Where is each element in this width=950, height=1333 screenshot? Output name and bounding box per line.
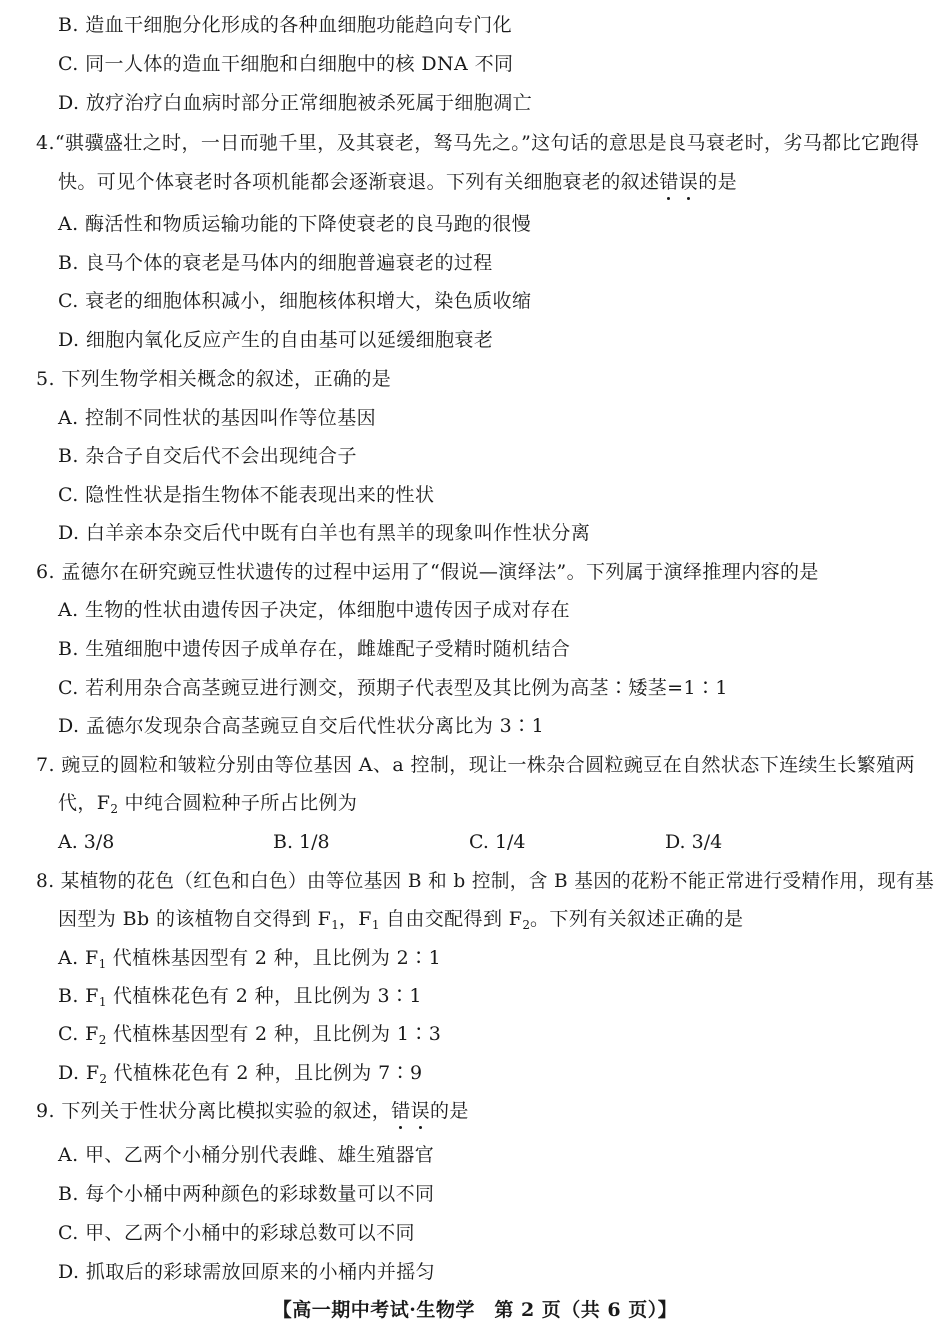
q8-option-a-label: A. F: [58, 947, 99, 969]
subscript: 1: [331, 918, 339, 932]
q8-stem-text-b: ，F: [338, 908, 372, 930]
subscript: 2: [522, 918, 531, 932]
q8-stem-line2: [58, 907, 743, 937]
emphasis-dot: [399, 1126, 402, 1129]
page-footer: 【高一期中考试·生物学 第 2 页（共 6 页）】: [272, 1299, 678, 1321]
q4-emphasis-word: [659, 170, 698, 194]
q9-emphasis-word: [391, 1099, 430, 1123]
q8-option-d-label: D. F: [58, 1062, 100, 1084]
q8-option-b-text: 代植株花色有 2 种，且比例为 3∶1: [106, 985, 422, 1007]
q8-option-c: [58, 1022, 441, 1052]
subscript: 2: [98, 1033, 107, 1047]
q7-option-c: C. 1/4: [469, 831, 526, 853]
q9-option-c: C. 甲、乙两个小桶中的彩球总数可以不同: [58, 1222, 415, 1244]
emphasis-dot: [419, 1126, 422, 1129]
q5-option-c: C. 隐性性状是指生物体不能表现出来的性状: [58, 484, 435, 506]
q9-option-d: D. 抓取后的彩球需放回原来的小桶内并摇匀: [58, 1261, 436, 1283]
q8-stem-text-c: 自由交配得到 F: [379, 908, 523, 930]
subscript: 1: [98, 995, 107, 1009]
emphasis-dot: [687, 197, 690, 200]
subscript: 2: [99, 1072, 108, 1086]
q8-option-a: [58, 946, 441, 976]
subscript: 1: [98, 957, 107, 971]
q8-option-d-text: 代植株花色有 2 种，且比例为 7∶9: [107, 1062, 423, 1084]
q6-option-b: B. 生殖细胞中遗传因子成单存在，雌雄配子受精时随机结合: [58, 638, 571, 660]
emphasis-dot: [667, 197, 670, 200]
subscript: 2: [110, 802, 119, 816]
q9-stem: [36, 1099, 469, 1123]
q9-option-b: B. 每个小桶中两种颜色的彩球数量可以不同: [58, 1183, 435, 1205]
q9-stem-end: 的是: [429, 1100, 469, 1122]
q4-stem-line2-end: 的是: [698, 171, 738, 193]
q5-option-d: D. 白羊亲本杂交后代中既有白羊也有黑羊的现象叫作性状分离: [58, 522, 591, 544]
q9-option-a: A. 甲、乙两个小桶分别代表雌、雄生殖器官: [58, 1144, 435, 1166]
q7-stem-line2: [58, 791, 357, 821]
q7-option-a: A. 3/8: [58, 831, 115, 853]
q6-option-d: D. 孟德尔发现杂合高茎豌豆自交后代性状分离比为 3∶1: [58, 715, 545, 737]
q9-stem-text: 9. 下列关于性状分离比模拟实验的叙述，: [36, 1100, 392, 1122]
q8-option-a-text: 代植株基因型有 2 种，且比例为 2∶1: [106, 947, 442, 969]
q7-stem-line2-text: 代，F: [58, 792, 111, 814]
q3-option-b: B. 造血干细胞分化形成的各种血细胞功能趋向专门化: [58, 14, 513, 36]
q3-option-c: C. 同一人体的造血干细胞和白细胞中的核 DNA 不同: [58, 53, 514, 75]
q6-option-c: C. 若利用杂合高茎豌豆进行测交，预期子代表型及其比例为高茎∶矮茎=1∶1: [58, 677, 728, 699]
q4-stem-line1: 4.“骐骥盛壮之时，一日而驰千里，及其衰老，驽马先之。”这句话的意思是良马衰老时，劣马都比它跑得: [36, 132, 920, 154]
q7-options-row: [58, 830, 918, 854]
q5-option-b: B. 杂合子自交后代不会出现纯合子: [58, 445, 357, 467]
q8-stem-text-a: 因型为 Bb 的该植物自交得到 F: [58, 908, 332, 930]
q7-stem-line2-end: 中纯合圆粒种子所占比例为: [118, 792, 358, 814]
q8-option-b-label: B. F: [58, 985, 99, 1007]
q8-option-c-text: 代植株基因型有 2 种，且比例为 1∶3: [106, 1023, 442, 1045]
q4-stem-line2: [58, 170, 737, 194]
q7-stem-line1: 7. 豌豆的圆粒和皱粒分别由等位基因 A、a 控制，现让一株杂合圆粒豌豆在自然状态下连续生长繁殖两: [36, 754, 915, 776]
q5-stem: 5. 下列生物学相关概念的叙述，正确的是: [36, 368, 392, 390]
q7-option-b: B. 1/8: [273, 831, 330, 853]
subscript: 1: [371, 918, 380, 932]
q8-option-c-label: C. F: [58, 1023, 99, 1045]
q8-option-d: [58, 1061, 423, 1091]
q9-emphasis-text: 错误: [391, 1100, 430, 1122]
q3-option-d: D. 放疗治疗白血病时部分正常细胞被杀死属于细胞凋亡: [58, 92, 533, 114]
q4-option-d: D. 细胞内氧化反应产生的自由基可以延缓细胞衰老: [58, 329, 494, 351]
q4-emphasis-text: 错误: [659, 171, 699, 193]
q4-option-c: C. 衰老的细胞体积减小，细胞核体积增大，染色质收缩: [58, 290, 532, 312]
q5-option-a: A. 控制不同性状的基因叫作等位基因: [58, 407, 377, 429]
q4-stem-line2-text: 快。可见个体衰老时各项机能都会逐渐衰退。下列有关细胞衰老的叙述: [58, 171, 660, 193]
q4-option-a: A. 酶活性和物质运输功能的下降使衰老的良马跑的很慢: [58, 213, 532, 235]
q6-option-a: A. 生物的性状由遗传因子决定，体细胞中遗传因子成对存在: [58, 599, 571, 621]
q8-stem-text-d: 。下列有关叙述正确的是: [530, 908, 744, 930]
q8-option-b: [58, 984, 422, 1014]
q7-option-d: D. 3/4: [665, 831, 723, 853]
q6-stem: 6. 孟德尔在研究豌豆性状遗传的过程中运用了“假说—演绎法”。下列属于演绎推理内容的是: [36, 561, 819, 583]
q8-stem-line1: 8. 某植物的花色（红色和白色）由等位基因 B 和 b 控制，含 B 基因的花粉不能正常进行受精作用，现有基: [36, 870, 935, 892]
q4-option-b: B. 良马个体的衰老是马体内的细胞普遍衰老的过程: [58, 252, 493, 274]
